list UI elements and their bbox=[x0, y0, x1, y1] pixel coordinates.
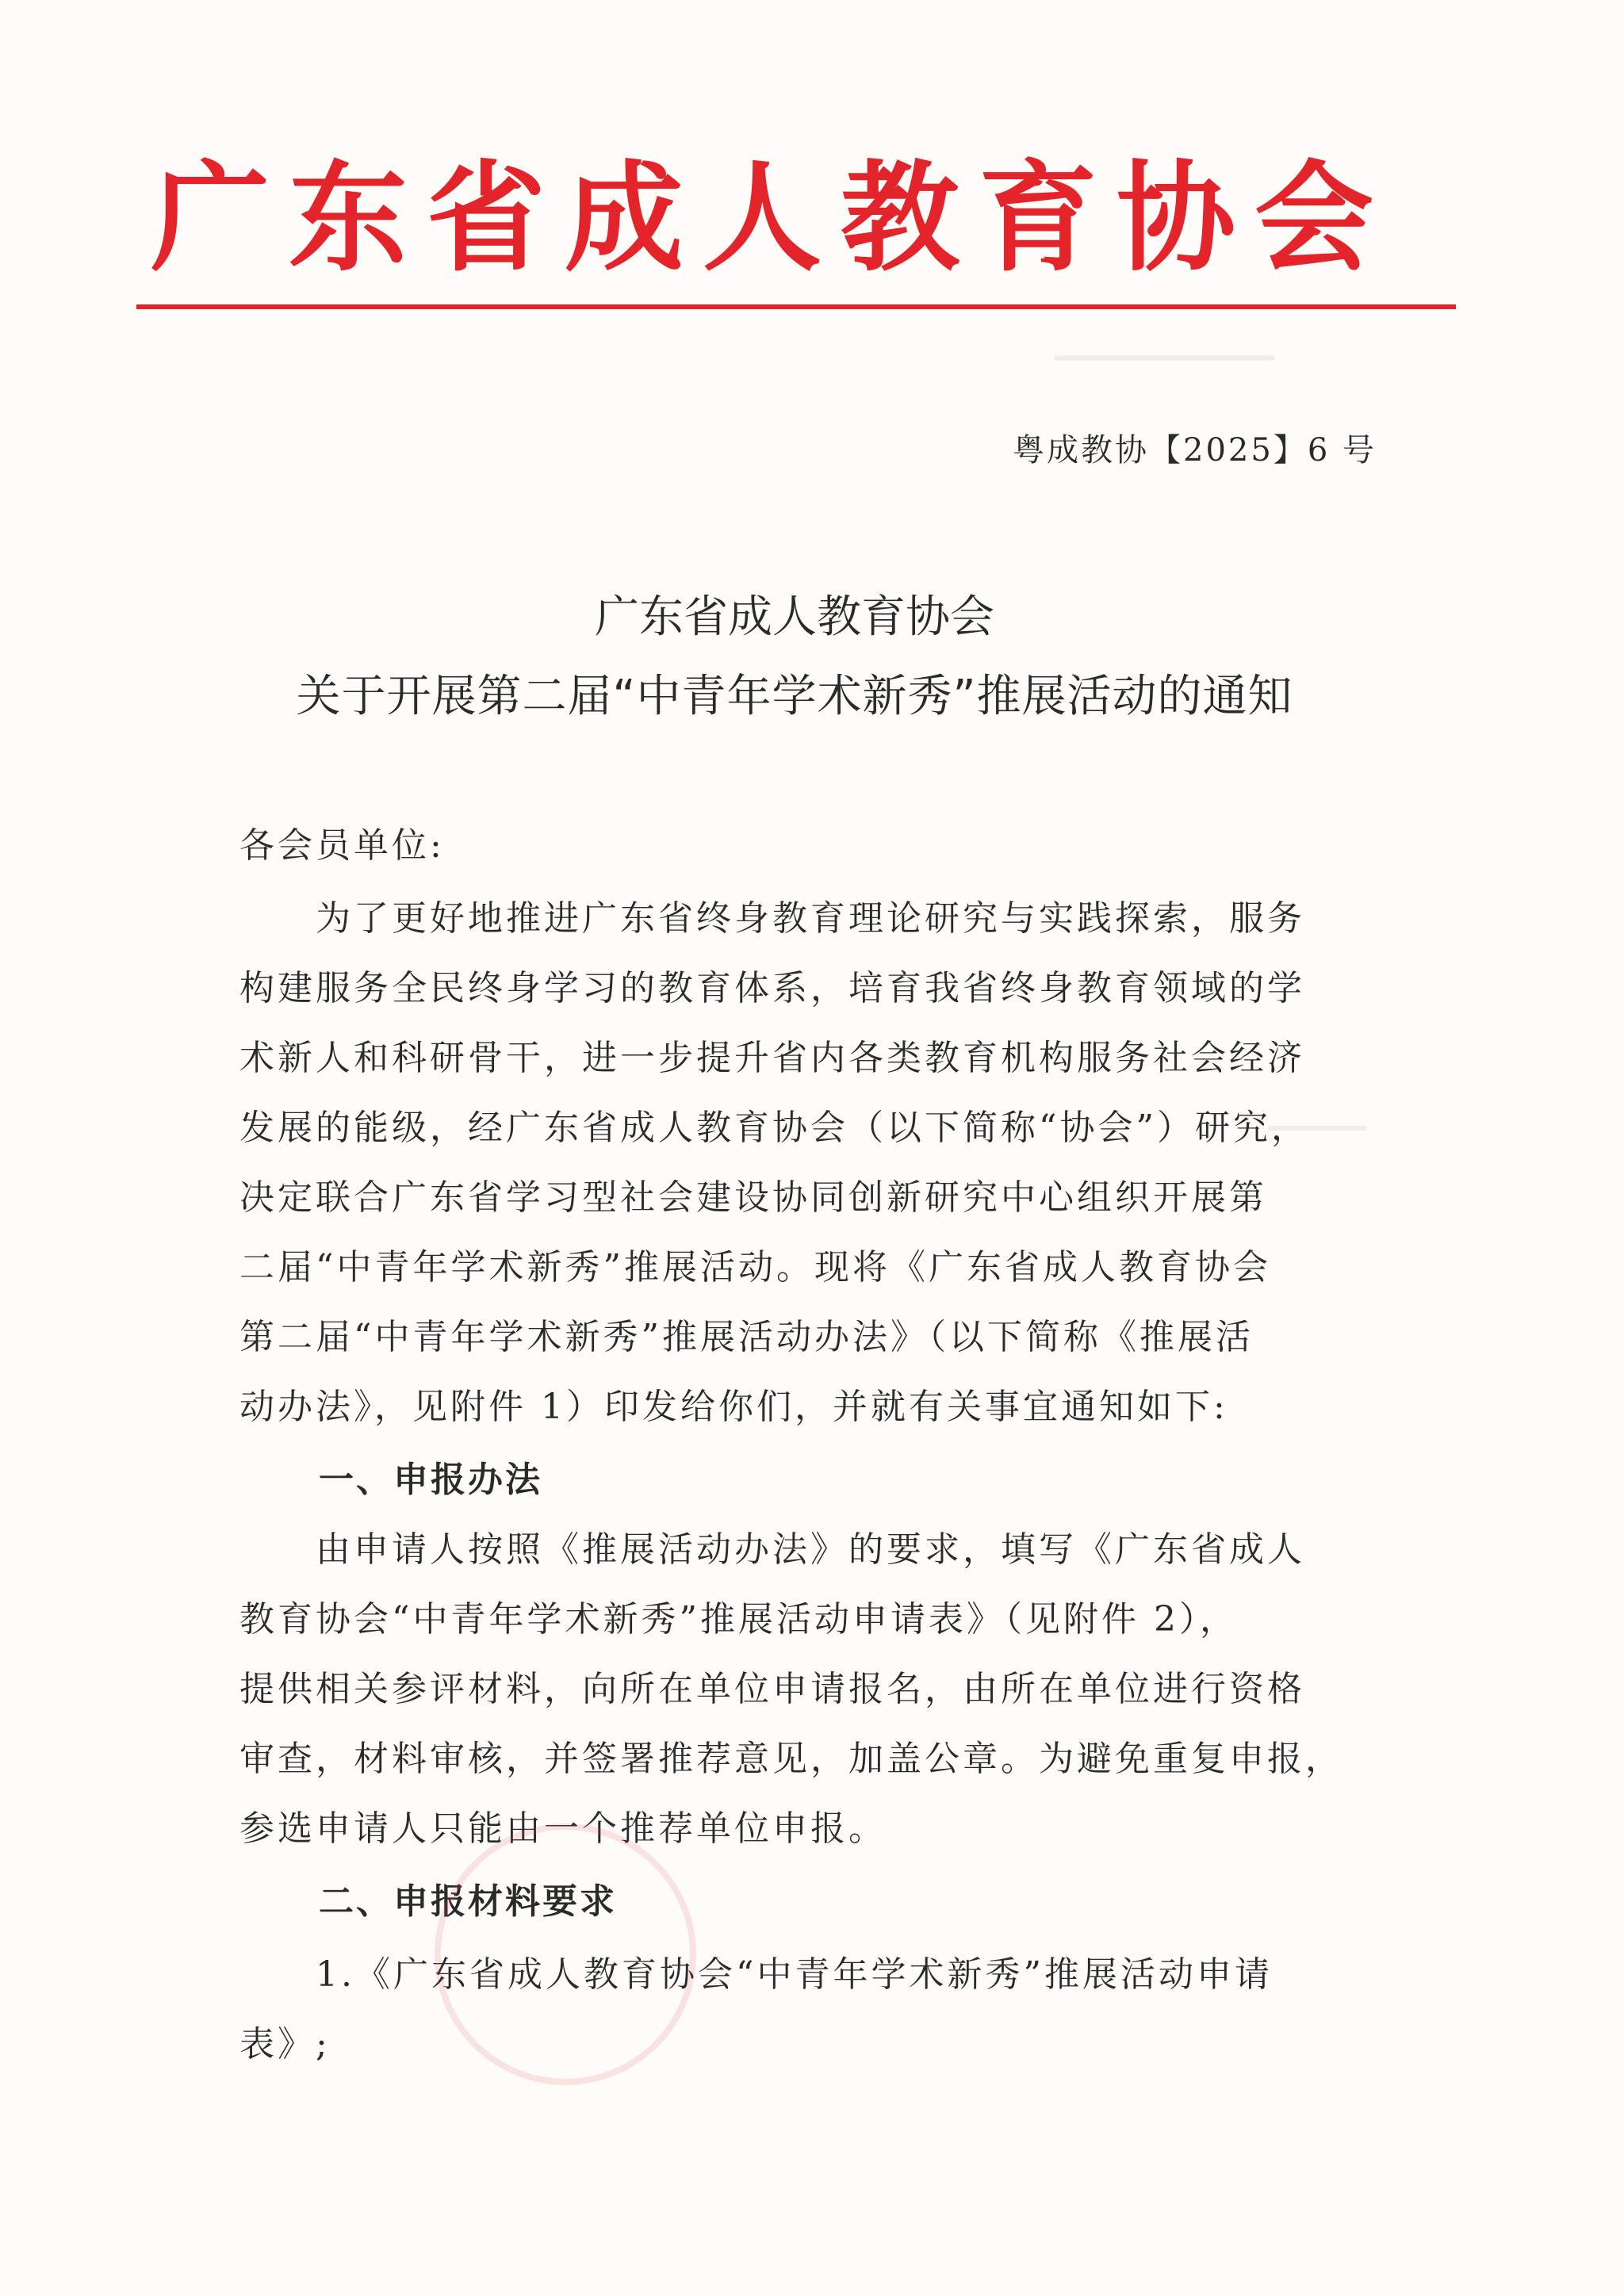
section-1-heading: 一、申报办法 bbox=[319, 1460, 542, 1500]
section-1-line: 审查，材料审核，并签署推荐意见，加盖公章。为避免重复申报， bbox=[239, 1739, 1343, 1779]
letterhead-red-rule bbox=[136, 304, 1456, 309]
salutation: 各会员单位: bbox=[239, 825, 445, 866]
section-2-line: 1.《广东省成人教育协会“中青年学术新秀”推展活动申请 bbox=[239, 1954, 1273, 1995]
intro-paragraph-line: 术新人和科研骨干，进一步提升省内各类教育机构服务社会经济 bbox=[239, 1038, 1305, 1078]
document-number: 粤成教协【2025】6 号 bbox=[1013, 432, 1377, 469]
intro-paragraph-line: 二届“中青年学术新秀”推展活动。现将《广东省成人教育协会 bbox=[239, 1247, 1271, 1288]
section-1-line: 提供相关参评材料，向所在单位申请报名，由所在单位进行资格 bbox=[239, 1669, 1305, 1709]
letterhead-org-name: 广东省成人教育协会 bbox=[151, 148, 1393, 288]
section-2-line: 表》; bbox=[239, 2024, 331, 2064]
document-title-line-1: 广东省成人教育协会 bbox=[595, 591, 994, 643]
faint-seal-impression bbox=[435, 1823, 696, 2085]
intro-paragraph-line: 发展的能级，经广东省成人教育协会（以下简称“协会”）研究， bbox=[239, 1108, 1309, 1148]
section-2-heading: 二、申报材料要求 bbox=[319, 1881, 617, 1922]
bleed-through-mark: ▁▁▁▁ bbox=[1269, 1094, 1367, 1131]
section-1-line: 教育协会“中青年学术新秀”推展活动申请表》（见附件 2）， bbox=[239, 1599, 1238, 1640]
intro-paragraph-line: 动办法》，见附件 1）印发给你们，并就有关事宜通知如下: bbox=[239, 1387, 1228, 1427]
document-title-line-2: 关于开展第二届“中青年学术新秀”推展活动的通知 bbox=[296, 671, 1293, 722]
section-1-line: 参选申请人只能由一个推荐单位申报。 bbox=[239, 1808, 887, 1849]
intro-paragraph-line: 构建服务全民终身学习的教育体系，培育我省终身教育领域的学 bbox=[239, 968, 1305, 1008]
bleed-through-mark: ▔▔▔▔▔▔▔▔▔ bbox=[1055, 357, 1274, 393]
intro-paragraph-line: 决定联合广东省学习型社会建设协同创新研究中心组织开展第 bbox=[239, 1177, 1267, 1218]
intro-paragraph-line: 第二届“中青年学术新秀”推展活动办法》（以下简称《推展活 bbox=[239, 1317, 1254, 1357]
section-1-line: 由申请人按照《推展活动办法》的要求，填写《广东省成人 bbox=[239, 1529, 1305, 1570]
intro-paragraph-line: 为了更好地推进广东省终身教育理论研究与实践探索，服务 bbox=[239, 898, 1305, 939]
